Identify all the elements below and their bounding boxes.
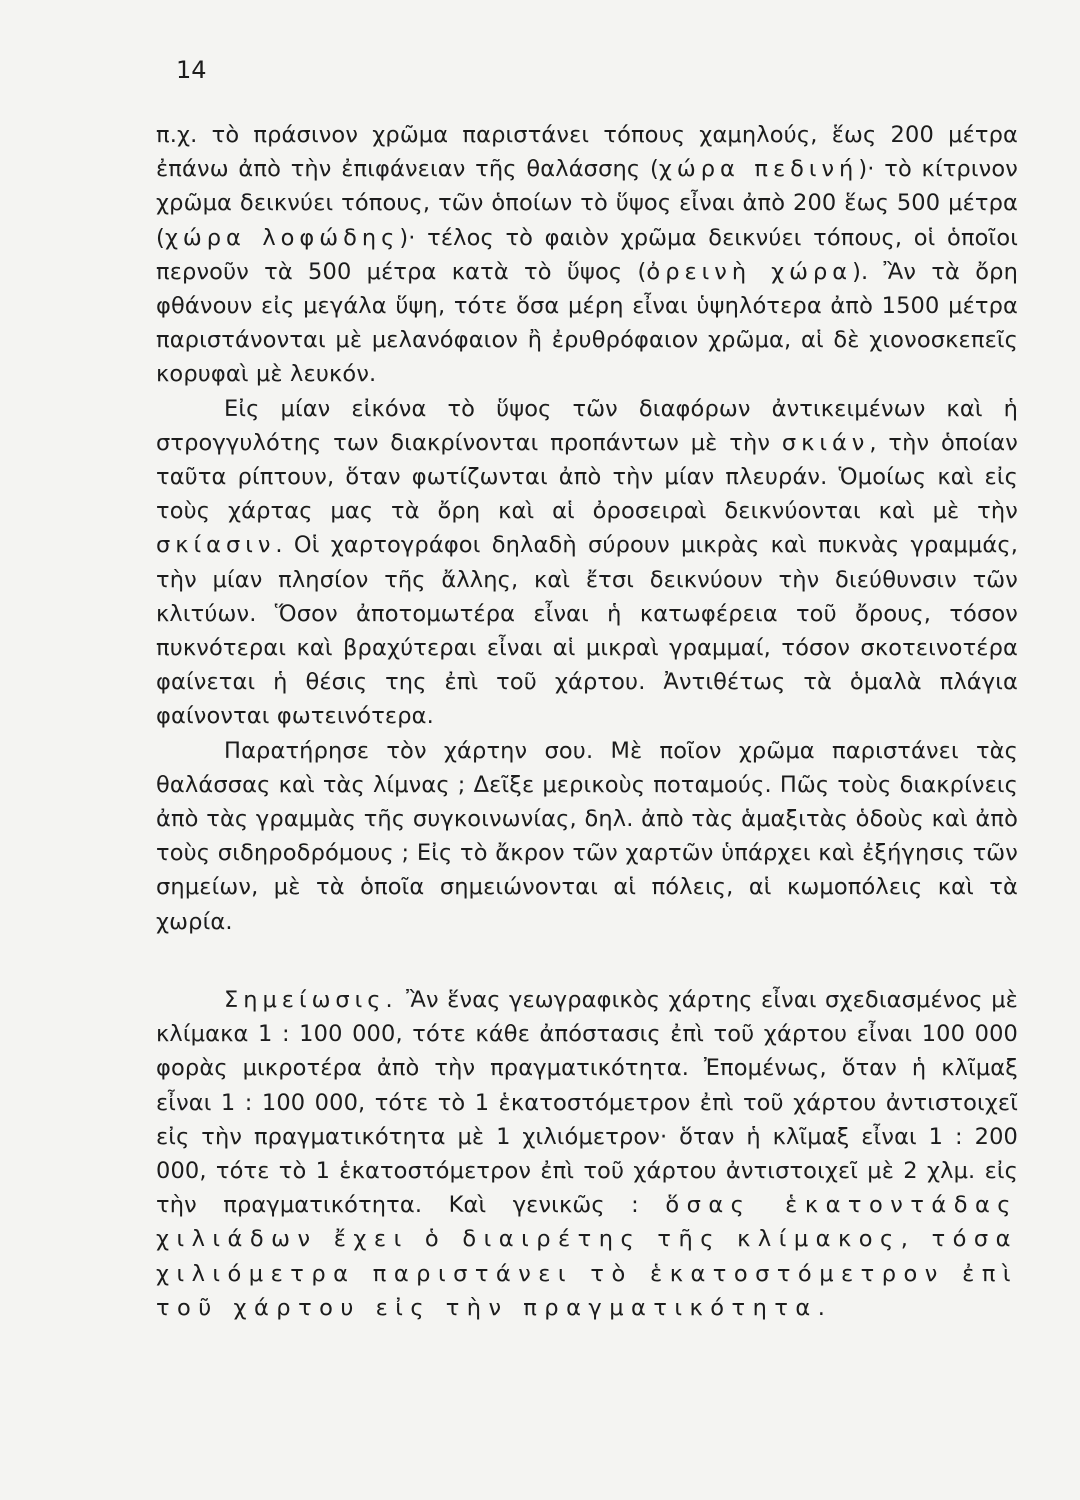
paragraph-1-text-d: ). Ἂν τὰ ὄρη φθάνουν εἰς μεγάλα ὕψη, τότε ὅσα μέρη εἶναι ὑψηλότερα ἀπὸ 1500 μέτρα παριστάνονται μὲ μελανόφαιον ἢ ἐρυθρόφαιον χρῶμα, αἱ δὲ χιονοσκεπεῖς κορυφαὶ μὲ λευκόν. [156,258,1018,388]
note-text: Ἂν ἕνας γεωγραφικὸς χάρτης εἶναι σχεδιασμένος μὲ κλίμακα 1 : 100 000, τότε κάθε ἀπόστασις ἐπὶ τοῦ χάρτου εἶναι 100 000 φορὰς μικροτέρα ἀπὸ τὴν πραγματικότητα. Ἐπομένως, ὅταν ἡ κλῖμαξ εἶναι 1 : 100 000, τότε τὸ 1 ἑκατοστόμετρον ἐπὶ τοῦ χάρτου ἀντιστοιχεῖ εἰς τὴν πραγματικότητα μὲ 1 χιλιόμετρον· ὅταν ἡ κλῖμαξ εἶναι 1 : 200 000, τότε τὸ 1 ἑκατοστόμετρον ἐπὶ τοῦ χάρτου ἀντιστοιχεῖ μὲ 2 χλμ. εἰς τὴν πραγματικότητα. Καὶ γενικῶς : [156,987,1018,1219]
page-number: 14 [176,56,207,84]
term-mountain-country: ὀρεινὴ χώρα [646,258,853,285]
paragraph-exercise: Παρατήρησε τὸν χάρτην σου. Μὲ ποῖον χρῶμα παριστάνει τὰς θαλάσσας καὶ τὰς λίμνας ; Δεῖξε μερικοὺς ποταμούς. Πῶς τοὺς διακρίνεις ἀπὸ τὰς γραμμὰς τῆς συγκοινωνίας, δηλ. ἀπὸ τὰς ἁμαξιτὰς ὁδοὺς καὶ ἀπὸ τοὺς σιδηροδρόμους ; Εἰς τὸ ἄκρον τῶν χαρτῶν ὑπάρχει καὶ ἐξήγησις τῶν σημείων, μὲ τὰ ὁποῖα σημειώνονται αἱ πόλεις, αἱ κωμοπόλεις καὶ τὰ χωρία. [156,737,1018,935]
paragraph-note [156,983,1018,1325]
paragraph-2-text-b: , τὴν ὁποίαν ταῦτα ρίπτουν, ὅταν φωτίζωνται ἀπὸ τὴν μίαν πλευράν. Ὁμοίως καὶ εἰς τοὺς χάρτας μας τὰ ὄρη καὶ αἱ ὀροσειραὶ δεικνύονται καὶ μὲ τὴν [156,429,1018,525]
paragraph-1-text-a: π.χ. τὸ πράσινον χρῶμα παριστάνει τόπους χαμηλούς, ἕως 200 μέτρα ἐπάνω ἀπὸ τὴν ἐπιφάνειαν τῆς θαλάσσης ( [156,122,1018,183]
term-hilly-country: χώρα λοφώδης [164,224,400,251]
term-shadow: σκιάν [781,429,870,456]
main-text [156,118,1018,939]
note-label: Σημείωσις. [224,987,398,1013]
note-block [156,983,1018,1325]
paragraph-2-text-a: Εἰς μίαν εἰκόνα τὸ ὕψος τῶν διαφόρων ἀντικειμένων καὶ ἡ στρογγυλότης των διακρίνονται προπάντων μὲ τὴν [156,395,1018,456]
term-plain-country: χώρα πεδινή [658,156,859,183]
paragraph-1-text-b: )· τὸ κίτρινον χρῶμα δεικνύει τόπους, τῶν ὁποίων τὸ ὕψος εἶναι ἀπὸ 200 ἕως 500 μέτρα ( [156,156,1018,251]
paragraph-shading [156,392,1018,734]
paragraph-1-text-c: )· τέλος τὸ φαιὸν χρῶμα δεικνύει τόπους, οἱ ὁποῖοι περνοῦν τὰ 500 μέτρα κατὰ τὸ ὕψος ( [156,224,1018,285]
note-rule: ὅσας ἑκατοντάδας χιλιάδων ἔχει ὁ διαιρέτης τῆς κλίμακος, τόσα χιλιόμετρα παριστάνει τὸ ἑκατοστόμετρον ἐπὶ τοῦ χάρτου εἰς τὴν πραγματικότητα. [156,1192,1018,1321]
paragraph-color-heights [156,118,1018,392]
paragraph-2-text-c: . Οἱ χαρτογράφοι δηλαδὴ σύρουν μικρὰς καὶ πυκνὰς γραμμάς, τὴν μίαν πλησίον τῆς ἄλλης, καὶ ἔτσι δεικνύουν τὴν διεύθυνσιν τῶν κλιτύων. Ὅσον ἀποτομωτέρα εἶναι ἡ κατωφέρεια τοῦ ὄρους, τόσον πυκνότεραι καὶ βραχύτεραι εἶναι αἱ μικραὶ γραμμαί, τόσον σκοτεινοτέρα φαίνεται ἡ θέσις της ἐπὶ τοῦ χάρτου. Ἀντιθέτως τὰ ὁμαλὰ πλάγια φαίνονται φωτεινότερα. [156,532,1018,730]
term-shading: σκίασιν [156,532,276,559]
